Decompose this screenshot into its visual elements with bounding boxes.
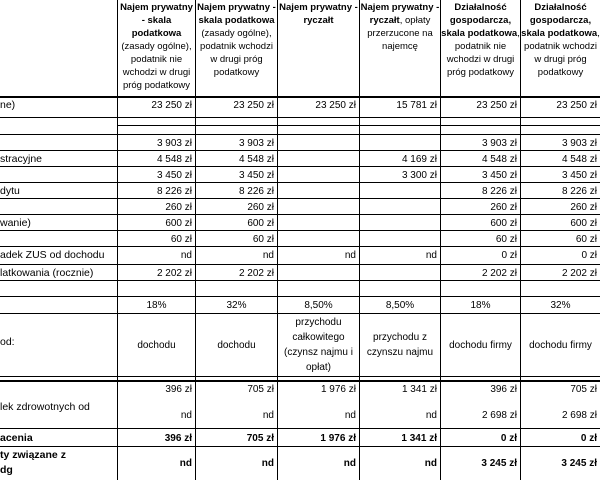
row-label-zus: adek ZUS od dochodu	[0, 249, 105, 261]
cell-admin-5: 4 548 zł	[481, 154, 517, 165]
cell-loan-6: 8 226 zł	[561, 186, 597, 197]
cell-loan-2: 8 226 zł	[238, 186, 274, 197]
cell-loan-5: 8 226 zł	[481, 186, 517, 197]
row-label-health: lek zdrowotnych od	[0, 401, 90, 413]
cell-health-2: nd	[262, 410, 274, 421]
cell-base-2: 2 202 zł	[238, 268, 274, 279]
cell-health-4: nd	[425, 410, 437, 421]
row-label-admin: stracyjne	[0, 153, 43, 165]
column-header-3: Najem prywatny - ryczałt	[279, 2, 358, 26]
cell-base-6: 2 202 zł	[561, 268, 597, 279]
cell-r3-6: 3 450 zł	[561, 170, 597, 181]
column-header-1: Najem prywatny - skala podatkowa (zasady ogólne), podatnik nie wchodzi w drugi próg podatkowy	[120, 2, 193, 91]
cell-costs-6: 3 245 zł	[561, 458, 597, 469]
cell-health-1: nd	[180, 410, 192, 421]
cell-rate-2: 32%	[226, 300, 247, 311]
cell-income-4: 15 781 zł	[396, 100, 437, 111]
cell-r5-6: 260 zł	[570, 202, 597, 213]
column-header-5: Działalność gospodarcza, skala podatkowa, podatnik nie wchodzi w drugi próg podatkowy	[441, 2, 520, 78]
cell-admin-2: 4 548 zł	[238, 154, 274, 165]
cell-r1-2: 3 903 zł	[238, 138, 274, 149]
cell-income-5: 23 250 zł	[476, 100, 517, 111]
cell-tax-5: 396 zł	[490, 384, 517, 395]
row-label-from: od:	[0, 336, 15, 348]
cell-tax-6: 705 zł	[570, 384, 597, 395]
row-label-tax-base: latkowania (rocznie)	[0, 267, 94, 279]
cell-admin-6: 4 548 zł	[561, 154, 597, 165]
cell-costs-5: 3 245 zł	[481, 458, 517, 469]
cell-income-1: 23 250 zł	[151, 100, 192, 111]
cell-total-4: 1 341 zł	[401, 433, 437, 444]
cell-admin-1: 4 548 zł	[156, 154, 192, 165]
cell-r7-6: 60 zł	[575, 234, 597, 245]
cell-zus-5: 0 zł	[501, 250, 517, 261]
cell-total-1: 396 zł	[164, 433, 192, 444]
cell-r1-6: 3 903 zł	[561, 138, 597, 149]
cell-depr-2: 600 zł	[247, 218, 274, 229]
cell-health-3: nd	[344, 410, 356, 421]
cell-total-2: 705 zł	[246, 433, 274, 444]
cell-costs-4: nd	[424, 458, 437, 469]
cell-rate-6: 32%	[550, 300, 571, 311]
cell-rate-5: 18%	[470, 300, 491, 311]
cell-r3-5: 3 450 zł	[481, 170, 517, 181]
cell-rate-3: 8,50%	[304, 300, 333, 311]
cell-zus-6: 0 zł	[581, 250, 597, 261]
row-label-costs-2: dg	[0, 464, 13, 476]
cell-r7-1: 60 zł	[170, 234, 192, 245]
cell-r5-1: 260 zł	[165, 202, 192, 213]
cell-total-5: 0 zł	[500, 433, 517, 444]
cell-income-2: 23 250 zł	[233, 100, 274, 111]
cell-zus-4: nd	[425, 250, 437, 261]
cell-from-3: przychodu całkowitego (czynsz najmu i opłat)	[284, 317, 353, 373]
cell-tax-3: 1 976 zł	[320, 384, 356, 395]
cell-zus-1: nd	[180, 250, 192, 261]
cell-r1-1: 3 903 zł	[156, 138, 192, 149]
cell-r1-5: 3 903 zł	[481, 138, 517, 149]
row-label-costs-1: ty związane z	[0, 449, 66, 461]
cell-income-3: 23 250 zł	[315, 100, 356, 111]
cell-costs-2: nd	[261, 458, 274, 469]
column-header-2: Najem prywatny - skala podatkowa (zasady ogólne), podatnik wchodzi w drugi próg podatkowy	[197, 2, 276, 78]
cell-costs-1: nd	[179, 458, 192, 469]
cell-from-5: dochodu firmy	[449, 339, 512, 351]
cell-from-1: dochodu	[137, 339, 176, 351]
cell-base-1: 2 202 zł	[156, 268, 192, 279]
cell-r3-4: 3 300 zł	[401, 170, 437, 181]
cell-total-3: 1 976 zł	[320, 433, 356, 444]
cell-r7-2: 60 zł	[252, 234, 274, 245]
cell-depr-6: 600 zł	[570, 218, 597, 229]
cell-tax-2: 705 zł	[247, 384, 274, 395]
cell-r5-5: 260 zł	[490, 202, 517, 213]
cell-loan-1: 8 226 zł	[156, 186, 192, 197]
row-label-loan: dytu	[0, 185, 20, 197]
cell-from-2: dochodu	[217, 339, 256, 351]
cell-total-6: 0 zł	[580, 433, 597, 444]
row-label-depreciation: wanie)	[0, 217, 31, 229]
cell-rate-1: 18%	[146, 300, 167, 311]
cell-depr-1: 600 zł	[165, 218, 192, 229]
cell-health-6: 2 698 zł	[561, 410, 597, 421]
cell-r7-5: 60 zł	[495, 234, 517, 245]
cell-r3-2: 3 450 zł	[238, 170, 274, 181]
cell-health-5: 2 698 zł	[481, 410, 517, 421]
cell-zus-2: nd	[262, 250, 274, 261]
row-label-income: ne)	[0, 99, 16, 111]
cell-tax-1: 396 zł	[165, 384, 192, 395]
cell-r5-2: 260 zł	[247, 202, 274, 213]
cell-base-5: 2 202 zł	[481, 268, 517, 279]
column-header-4: Najem prywatny - ryczałt, opłaty przerzucone na najemcę	[360, 2, 440, 52]
cell-rate-4: 8,50%	[385, 300, 415, 311]
cell-costs-3: nd	[343, 458, 356, 469]
column-header-6: Działalność gospodarcza, skala podatkowa, podatnik wchodzi w drugi próg podatkowy	[521, 2, 600, 78]
cell-admin-4: 4 169 zł	[401, 154, 437, 165]
cell-income-6: 23 250 zł	[556, 100, 597, 111]
cell-depr-5: 600 zł	[490, 218, 517, 229]
cell-from-4: przychodu z czynszu najmu	[366, 332, 434, 358]
cell-tax-4: 1 341 zł	[401, 384, 437, 395]
row-label-total: acenia	[0, 432, 33, 444]
cell-zus-3: nd	[344, 250, 356, 261]
cell-r3-1: 3 450 zł	[156, 170, 192, 181]
cell-from-6: dochodu firmy	[529, 339, 592, 351]
